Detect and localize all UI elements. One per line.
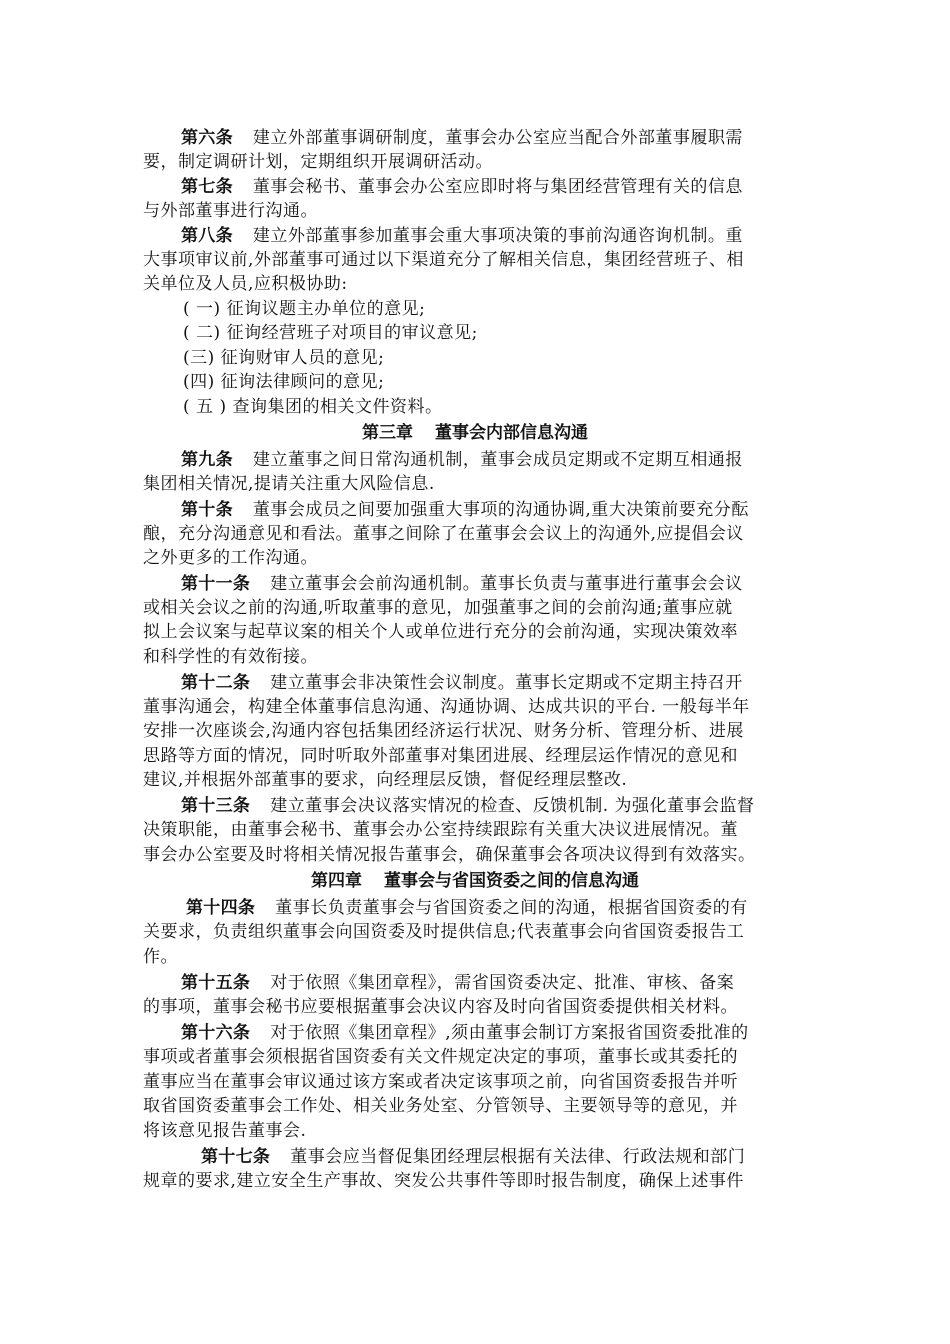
article-16-line-2: 事项或者董事会须根据省国资委有关文件规定决定的事项，董事长或其委托的 [143,1047,738,1067]
article-9-line-1: 第九条 建立董事之间日常沟通机制，董事会成员定期或不定期互相通报 [181,450,743,470]
article-6-label: 第六条 [181,128,233,148]
article-8-line-2: 大事项审议前,外部董事可通过以下渠道充分了解相关信息，集团经营班子、相 [143,250,744,270]
article-12-line-3: 安排一次座谈会,沟通内容包括集团经济运行状况、财务分析、管理分析、进展 [143,721,744,741]
article-14-label: 第十四条 [186,898,256,918]
article-17-label: 第十七条 [201,1147,271,1167]
article-7-label: 第七条 [181,177,233,197]
article-12-label: 第十二条 [181,673,251,693]
article-8-line-3: 关单位及人员,应积极协助: [143,274,348,294]
article-13-line-1: 第十三条 建立董事会决议落实情况的检查、反馈机制. 为强化董事会监督 [181,796,755,816]
article-17-line-2: 规章的要求,建立安全生产事故、突发公共事件等即时报告制度，确保上述事件 [143,1171,744,1191]
article-16-line-5: 将该意见报告董事会. [143,1121,307,1141]
article-11-label: 第十一条 [181,574,251,594]
article-12-line-2: 董事沟通会，构建全体董事信息沟通、沟通协调、达成共识的平台. 一般每半年 [143,697,750,717]
article-11-line-3: 拟上会议案与起草议案的相关个人或单位进行充分的会前沟通，实现决策效率 [143,622,738,642]
article-13-line-3: 事会办公室要及时将相关情况报告董事会，确保董事会各项决议得到有效落实。 [143,845,756,865]
article-13-line-2: 决策职能，由董事会秘书、董事会办公室持续跟踪有关重大决议进展情况。董 [143,820,738,840]
article-9-label: 第九条 [181,450,233,470]
article-14-line-3: 作。 [143,947,178,967]
article-7-line-2: 与外部董事进行沟通。 [143,201,318,221]
article-17-line-1: 第十七条 董事会应当督促集团经理层根据有关法律、行政法规和部门 [201,1147,746,1167]
article-7-line-1: 第七条 董事会秘书、董事会办公室应即时将与集团经营管理有关的信息 [181,177,743,197]
article-8-item-2: ( 二) 征询经营班子对项目的审议意见; [183,323,478,343]
article-11-line-1: 第十一条 建立董事会会前沟通机制。董事长负责与董事进行董事会会议 [181,574,743,594]
article-14-line-2: 关要求，负责组织董事会向国资委及时提供信息;代表董事会向省国资委报告工 [143,922,745,942]
article-11-line-4: 和科学性的有效衔接。 [143,647,318,667]
article-6-line-2: 要，制定调研计划，定期组织开展调研活动。 [143,152,493,172]
article-16-line-3: 董事应当在董事会审议通过该方案或者决定该事项之前，向省国资委报告并听 [143,1072,738,1092]
article-10-line-2: 酿，充分沟通意见和看法。董事之间除了在董事会会议上的沟通外,应提倡会议 [143,524,744,544]
article-12-line-1: 第十二条 建立董事会非决策性会议制度。董事长定期或不定期主持召开 [181,673,743,693]
article-14-line-1: 第十四条 董事长负责董事会与省国资委之间的沟通，根据省国资委的有 [186,898,748,918]
article-16-line-1: 第十六条 对于依照《集团章程》,须由董事会制订方案报省国资委批准的 [181,1023,749,1043]
article-8-line-1: 第八条 建立外部董事参加董事会重大事项决策的事前沟通咨询机制。重 [181,226,743,246]
article-8-item-1: ( 一) 征询议题主办单位的意见; [183,299,426,319]
article-9-line-2: 集团相关情况,提请关注重大风险信息. [143,474,435,494]
chapter-3-heading: 第三章 董事会内部信息沟通 [362,423,588,443]
article-8-item-5: ( 五 ) 查询集团的相关文件资料。 [183,397,443,417]
article-8-item-4: (四) 征询法律顾问的意见; [183,372,385,392]
article-16-label: 第十六条 [181,1023,251,1043]
article-10-line-1: 第十条 董事会成员之间要加强重大事项的沟通协调,重大决策前要充分酝 [181,500,749,520]
article-11-line-2: 或相关会议之前的沟通,听取董事的意见，加强董事之间的会前沟通;董事应就 [143,598,733,618]
article-16-line-4: 取省国资委董事会工作处、相关业务处室、分管领导、主要领导等的意见，并 [143,1096,738,1116]
article-15-line-1: 第十五条 对于依照《集团章程》，需省国资委决定、批准、审核、备案 [181,973,735,993]
article-6-line-1: 第六条 建立外部董事调研制度，董事会办公室应当配合外部董事履职需 [181,128,743,148]
article-15-label: 第十五条 [181,973,251,993]
article-12-line-4: 思路等方面的情况，同时听取外部董事对集团进展、经理层运作情况的意见和 [143,746,738,766]
article-8-label: 第八条 [181,226,233,246]
article-10-label: 第十条 [181,500,233,520]
article-8-item-3: (三) 征询财审人员的意见; [183,348,385,368]
article-15-line-2: 的事项，董事会秘书应要根据董事会决议内容及时向省国资委提供相关材料。 [143,997,738,1017]
article-12-line-5: 建议,并根据外部董事的要求，向经理层反馈，督促经理层整改. [143,770,628,790]
article-13-label: 第十三条 [181,796,251,816]
chapter-4-heading: 第四章 董事会与省国资委之间的信息沟通 [311,871,639,891]
article-10-line-3: 之外更多的工作沟通。 [143,548,318,568]
